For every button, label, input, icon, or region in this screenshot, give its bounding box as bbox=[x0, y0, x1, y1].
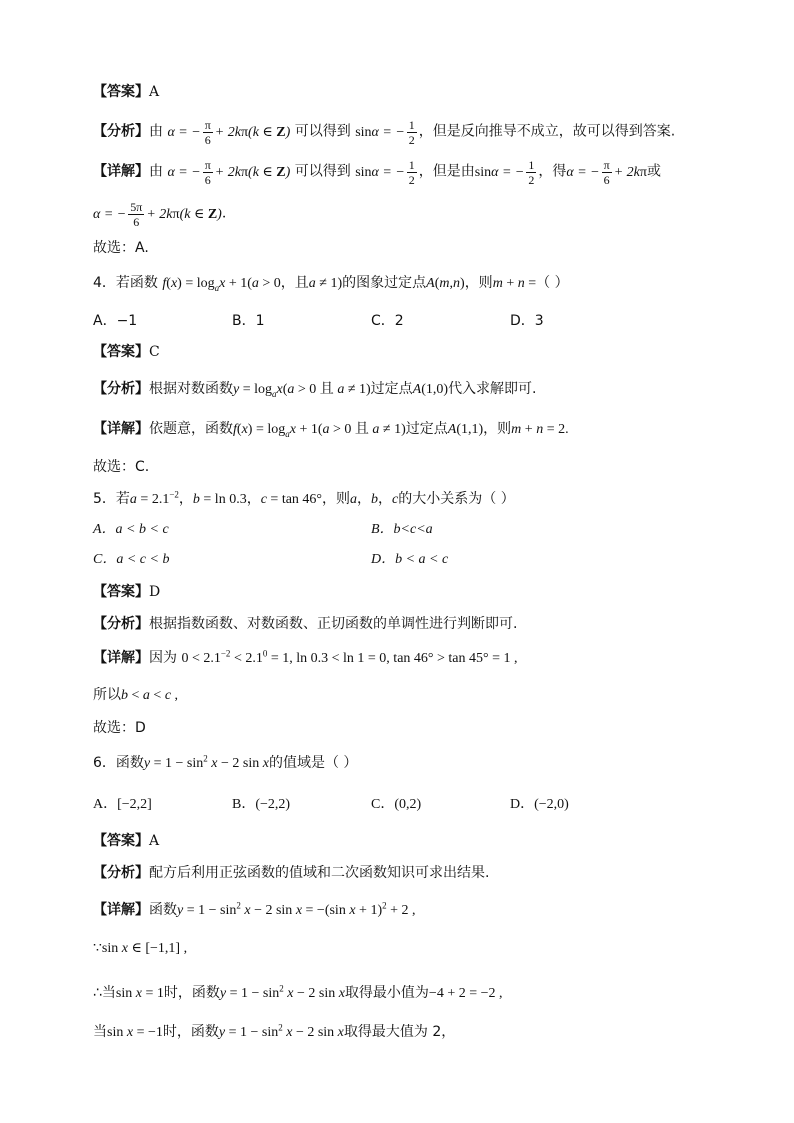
text: 配方后利用正弦函数的值域和二次函数知识可求出结果. bbox=[149, 865, 490, 881]
answer-value: A bbox=[149, 84, 160, 100]
formula: $f(x) = \log_ax + 1(a > 0$ bbox=[162, 276, 281, 293]
q3-detail-line bbox=[93, 158, 661, 187]
q3-detail-line-2 bbox=[93, 200, 226, 229]
text: ，但是反向推导不成立，故可以得到答案. bbox=[418, 123, 676, 140]
q5-option-c: C．a < c < b bbox=[93, 552, 170, 567]
q4-option-d: D．3 bbox=[510, 313, 544, 329]
text: 函数 bbox=[149, 902, 177, 918]
q5-conclusion: 故选：D bbox=[93, 720, 146, 736]
q3-answer-line bbox=[93, 82, 159, 102]
analysis-tag: 【分析】 bbox=[93, 616, 149, 632]
text: ，则 bbox=[483, 421, 512, 437]
formula: m + n = bbox=[492, 276, 537, 291]
formula: sinα = − $\frac{1}{2}$ bbox=[474, 158, 535, 187]
q4-option-a: A．−1 bbox=[93, 313, 138, 329]
text: 所以 bbox=[93, 687, 121, 703]
formula: sinα = − $\frac{1}{2}$ bbox=[355, 118, 415, 147]
text: 根据对数函数 bbox=[149, 381, 233, 397]
text: 根据指数函数、对数函数、正切函数的单调性进行判断即可. bbox=[149, 616, 518, 632]
q6-answer-line bbox=[93, 831, 159, 851]
text: 时，函数 bbox=[162, 1024, 219, 1040]
text: 代入求解即可. bbox=[448, 381, 537, 397]
formula: α = − $\frac{5\pi}{6}$ + 2kπ(k ∈ Z) bbox=[93, 200, 222, 229]
answer-value: C bbox=[149, 344, 160, 360]
analysis-tag: 【分析】 bbox=[93, 865, 149, 881]
analysis-tag: 【分析】 bbox=[93, 381, 149, 397]
formula: A(1,0) bbox=[412, 382, 449, 397]
answer-value: D bbox=[149, 584, 161, 600]
q5-option-b: B．b<c<a bbox=[371, 522, 433, 537]
q6-option-a: A．[−2,2] bbox=[93, 797, 152, 812]
text: 可以得到 bbox=[294, 123, 351, 140]
text: 过定点 bbox=[370, 381, 413, 397]
text: . bbox=[221, 205, 227, 222]
formula: a ≠ 1) bbox=[308, 276, 343, 291]
formula: a，b，c bbox=[350, 492, 399, 507]
text: ，则 bbox=[322, 491, 351, 507]
formula: −4 + 2 = −2 , bbox=[428, 986, 503, 1001]
q5-detail-line bbox=[93, 648, 518, 669]
q6-option-d: D．(−2,0) bbox=[510, 797, 569, 812]
text: 当 bbox=[93, 1024, 107, 1040]
q5-answer-line bbox=[93, 582, 160, 602]
detail-tag: 【详解】 bbox=[93, 421, 149, 437]
q6-detail-line bbox=[93, 900, 416, 921]
q5-option-a: A．a < b < c bbox=[93, 522, 169, 537]
q6-detail-line-3 bbox=[93, 983, 503, 1004]
text: 由 bbox=[149, 163, 163, 180]
text: 过定点 bbox=[405, 421, 448, 437]
because-symbol: ∵ bbox=[93, 940, 102, 956]
text: ，但是由 bbox=[418, 163, 475, 180]
formula: $f(x) = \log_ax + 1(a > 0$ 且 a ≠ 1) bbox=[233, 422, 406, 439]
q4-answer-line bbox=[93, 342, 160, 362]
q6-analysis-line bbox=[93, 863, 489, 883]
formula: sinα = − $\frac{1}{2}$ bbox=[355, 158, 415, 187]
q5-detail-line-2 bbox=[93, 685, 178, 706]
answer-tag: 【答案】 bbox=[93, 84, 149, 100]
q4-detail-line bbox=[93, 419, 569, 440]
formula: A(1,1) bbox=[447, 422, 484, 437]
formula: $a = 2.1^{-2}$，b = ln 0.3，c = tan 46° bbox=[129, 489, 323, 507]
answer-tag: 【答案】 bbox=[93, 344, 149, 360]
formula: α = − $\frac{\pi}{6}$ + 2kπ(k ∈ Z) bbox=[167, 118, 291, 147]
formula: sin x ∈ [−1,1] , bbox=[101, 941, 188, 956]
formula: m + n = 2. bbox=[511, 422, 569, 437]
q5-stem bbox=[93, 489, 515, 510]
q6-detail-line-4 bbox=[93, 1022, 455, 1043]
text: 的大小关系为（ ） bbox=[398, 491, 515, 507]
q6-stem bbox=[93, 753, 357, 774]
answer-value: A bbox=[149, 833, 160, 849]
q4-conclusion: 故选：C. bbox=[93, 459, 150, 475]
formula: α = − $\frac{\pi}{6}$ + 2kπ(k ∈ Z) bbox=[167, 158, 291, 187]
q5-option-d: D．b < a < c bbox=[371, 552, 449, 567]
text: 6．函数 bbox=[93, 755, 144, 771]
q6-detail-line-2 bbox=[93, 938, 187, 959]
text: 取得最大值为 2， bbox=[343, 1024, 456, 1040]
formula: $y = 1 - \sin^2 x - 2$ sin x bbox=[218, 1022, 344, 1040]
text: 4．若函数 bbox=[93, 275, 158, 291]
text: ，则 bbox=[464, 275, 493, 291]
text: ∴当 bbox=[93, 985, 116, 1001]
q3-analysis-line bbox=[93, 118, 675, 147]
text: 或 bbox=[646, 163, 661, 180]
formula: $y = 1 - \sin^2 x - 2$ sin x bbox=[143, 753, 269, 771]
formula: b < a < c , bbox=[121, 688, 179, 703]
formula: sin x = 1 bbox=[115, 986, 164, 1001]
text: 依题意，函数 bbox=[149, 421, 233, 437]
detail-tag: 【详解】 bbox=[93, 902, 149, 918]
text: 取得最小值为 bbox=[344, 985, 429, 1001]
formula: $y = \log_ax(a > 0$ 且 a ≠ 1) bbox=[233, 382, 371, 399]
answer-tag: 【答案】 bbox=[93, 584, 149, 600]
q4-analysis-line bbox=[93, 379, 537, 400]
formula: $0 < 2.1^{-2} < 2.1^0 = 1$, ln 0.3 < ln 1 = 0, tan 46° > tan 45° = 1 , bbox=[181, 648, 518, 666]
text: （ ） bbox=[536, 275, 569, 291]
formula: $y = 1 - \sin^2 x - 2$ sin x = −(sin x + 1)$^2$ + 2 , bbox=[177, 900, 416, 918]
formula: A(m,n) bbox=[426, 276, 465, 291]
text: 5．若 bbox=[93, 491, 130, 507]
q5-analysis-line bbox=[93, 614, 517, 634]
analysis-tag: 【分析】 bbox=[93, 123, 149, 140]
detail-tag: 【详解】 bbox=[93, 163, 149, 180]
text: 的值域是（ ） bbox=[268, 755, 358, 771]
text: ，且 bbox=[280, 275, 309, 291]
q4-stem bbox=[93, 273, 569, 294]
text: 的图象过定点 bbox=[342, 275, 427, 291]
formula: sin x = −1 bbox=[107, 1025, 163, 1040]
text: 时，函数 bbox=[163, 985, 220, 1001]
q3-conclusion: 故选：A. bbox=[93, 240, 149, 256]
q4-option-c: C．2 bbox=[371, 313, 404, 329]
text: ，得 bbox=[538, 163, 567, 180]
formula: $y = 1 - \sin^2 x - 2$ sin x bbox=[219, 983, 345, 1001]
formula: α = − $\frac{\pi}{6}$ + 2kπ bbox=[566, 158, 647, 187]
text: 因为 bbox=[149, 650, 177, 666]
text: 由 bbox=[149, 123, 163, 140]
answer-tag: 【答案】 bbox=[93, 833, 149, 849]
q4-option-b: B．1 bbox=[232, 313, 265, 329]
detail-tag: 【详解】 bbox=[93, 650, 149, 666]
text: 可以得到 bbox=[294, 163, 351, 180]
q6-option-b: B．(−2,2) bbox=[232, 797, 291, 812]
q6-option-c: C．(0,2) bbox=[371, 797, 422, 812]
